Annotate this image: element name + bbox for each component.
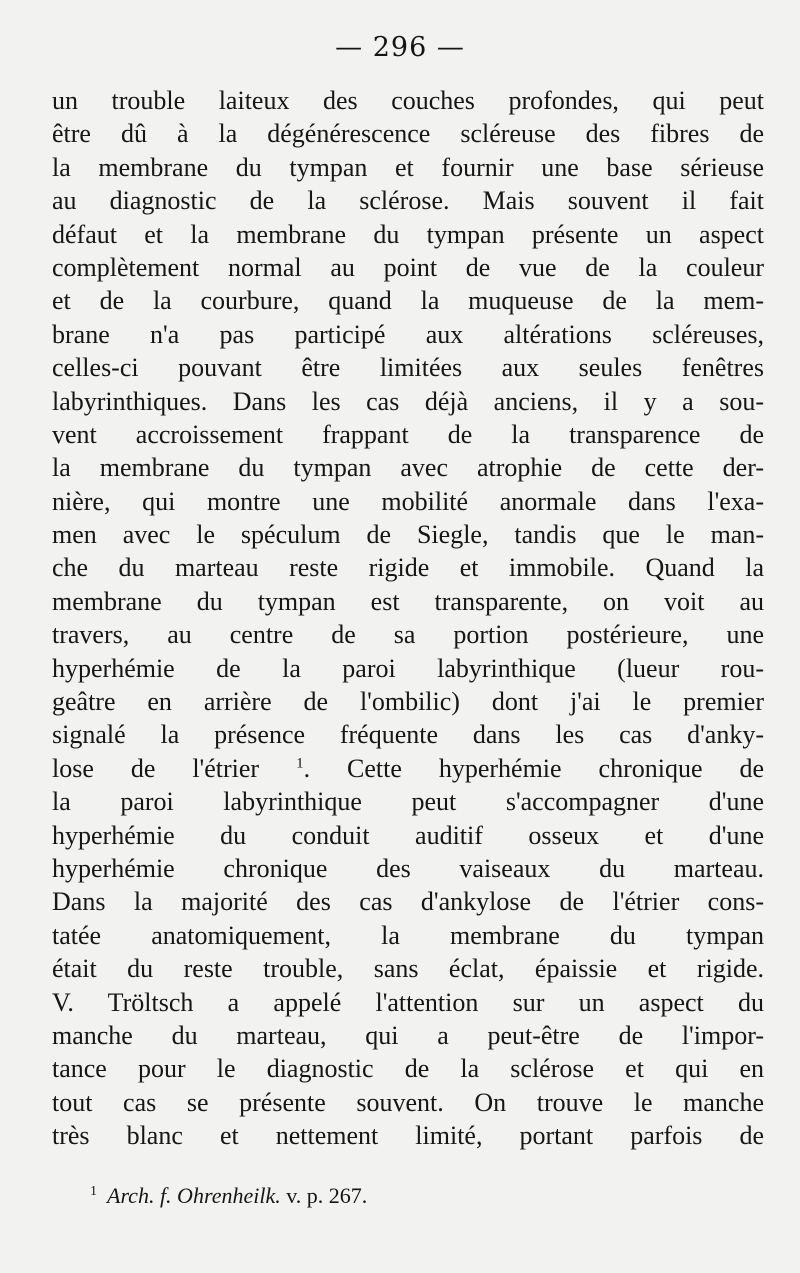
text-line-start: lose de l'étrier <box>52 753 260 783</box>
text-line: brane n'a pas participé aux altérations scléreuses, <box>52 319 764 349</box>
text-line: signalé la présence fréquente dans les cas d'anky- <box>52 720 764 750</box>
text-line: travers, au centre de sa portion postérieure, une <box>52 620 764 650</box>
text-line: hyperhémie chronique des vaiseaux du marteau. <box>52 853 764 883</box>
footnote <box>90 1183 367 1209</box>
text-line: V. Tröltsch a appelé l'attention sur un aspect du <box>52 987 764 1017</box>
text-line: Dans la majorité des cas d'ankylose de l'étrier cons- <box>52 887 764 917</box>
footnote-mark: 1 <box>90 1183 97 1199</box>
page-number: — 296 — <box>335 32 465 63</box>
text-line: au diagnostic de la sclérose. Mais souvent il fait <box>52 186 764 216</box>
text-line: membrane du tympan est transparente, on voit au <box>52 586 764 616</box>
text-line: complètement normal au point de vue de la couleur <box>52 252 764 282</box>
text-line: nière, qui montre une mobilité anormale dans l'exa- <box>52 486 764 516</box>
text-line: défaut et la membrane du tympan présente un aspect <box>52 219 764 249</box>
text-line-with-footnote-ref <box>52 752 764 785</box>
text-line: être dû à la dégénérescence scléreuse des fibres de <box>52 119 764 149</box>
text-line: labyrinthiques. Dans les cas déjà anciens, il y a sou- <box>52 386 764 416</box>
text-line: celles-ci pouvant être limitées aux seules fenêtres <box>52 353 764 383</box>
text-line-end: . Cette hyperhémie chronique de <box>303 753 764 783</box>
text-line: tout cas se présente souvent. On trouve le manche <box>52 1087 764 1117</box>
text-line: était du reste trouble, sans éclat, épaissie et rigide. <box>52 954 764 984</box>
text-line: la membrane du tympan et fournir une base sérieuse <box>52 152 764 182</box>
text-line: la membrane du tympan avec atrophie de cette der- <box>52 453 764 483</box>
text-line: et de la courbure, quand la muqueuse de la mem- <box>52 286 764 316</box>
body-text <box>52 84 764 1153</box>
text-line: geâtre en arrière de l'ombilic) dont j'ai le premier <box>52 687 764 717</box>
text-line: che du marteau reste rigide et immobile. Quand la <box>52 553 764 583</box>
text-line: tatée anatomiquement, la membrane du tympan <box>52 920 764 950</box>
text-line: très blanc et nettement limité, portant parfois de <box>52 1121 764 1151</box>
text-line: hyperhémie de la paroi labyrinthique (lueur rou- <box>52 653 764 683</box>
text-line: un trouble laiteux des couches profondes, qui peut <box>52 86 764 115</box>
text-line: vent accroissement frappant de la transparence de <box>52 419 764 449</box>
footnote-reference: 1 <box>296 755 304 772</box>
text-line: manche du marteau, qui a peut-être de l'impor- <box>52 1020 764 1050</box>
text-line: men avec le spéculum de Siegle, tandis que le man- <box>52 520 764 550</box>
text-line: tance pour le diagnostic de la sclérose et qui en <box>52 1054 764 1084</box>
text-line: hyperhémie du conduit auditif osseux et d'une <box>52 820 764 850</box>
footnote-source: Arch. f. Ohrenheilk. <box>107 1183 281 1208</box>
text-line: la paroi labyrinthique peut s'accompagner d'une <box>52 787 764 817</box>
footnote-text: v. p. 267. <box>280 1183 368 1208</box>
